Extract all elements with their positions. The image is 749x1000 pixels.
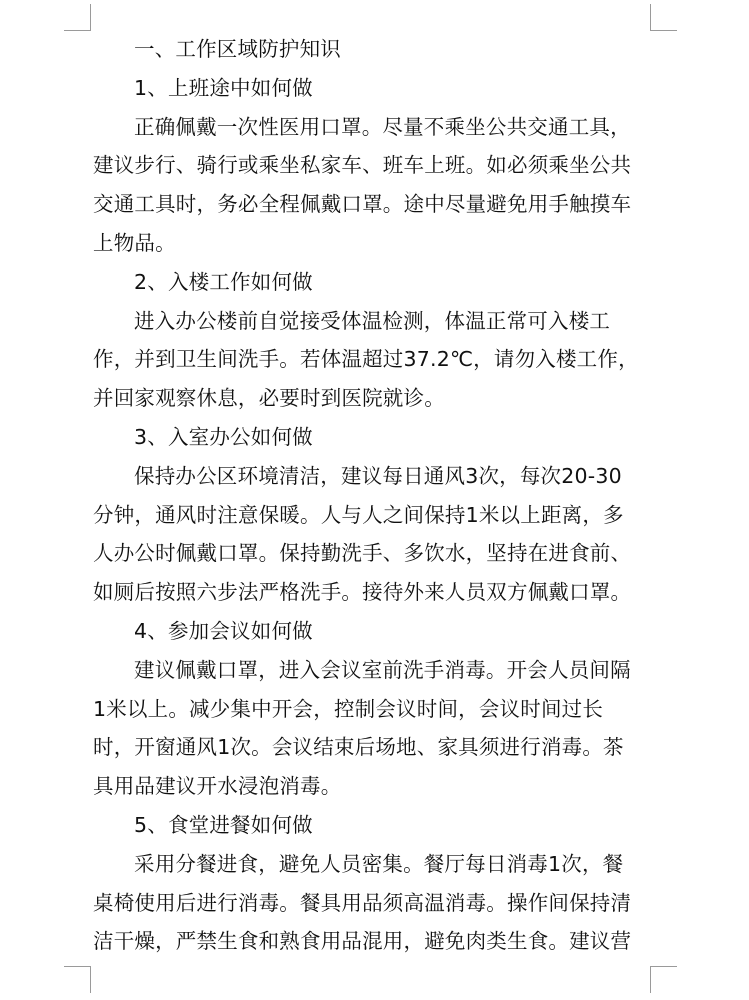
line: 建议佩戴口罩，进入会议室前洗手消毒。开会人员间隔 — [134, 657, 631, 682]
line: 并回家观察休息，必要时到医院就诊。 — [93, 386, 445, 411]
line: 2、入楼工作如何做 — [134, 269, 313, 294]
line: 分钟，通风时注意保暖。人与人之间保持1米以上距离，多 — [93, 502, 624, 527]
line: 人办公时佩戴口罩。保持勤洗手、多饮水，坚持在进食前、 — [93, 541, 632, 566]
line: 作，并到卫生间洗手。若体温超过37.2℃，请勿入楼工作， — [93, 347, 639, 372]
line: 正确佩戴一次性医用口罩。尽量不乘坐公共交通工具， — [134, 114, 631, 139]
line: 洁干燥，严禁生食和熟食用品混用，避免肉类生食。建议营 — [93, 929, 632, 954]
crop-mark-bottom-left — [64, 966, 91, 993]
line: 4、参加会议如何做 — [134, 618, 313, 643]
line: 交通工具时，务必全程佩戴口罩。途中尽量避免用手触摸车 — [93, 192, 632, 217]
line: 一、工作区域防护知识 — [134, 37, 341, 61]
crop-mark-top-left — [64, 4, 91, 31]
line: 1、上班途中如何做 — [134, 75, 313, 100]
crop-mark-bottom-right — [650, 966, 677, 993]
line: 如厕后按照六步法严格洗手。接待外来人员双方佩戴口罩。 — [93, 580, 632, 605]
line: 1米以上。减少集中开会，控制会议时间，会议时间过长 — [93, 696, 604, 721]
line: 上物品。 — [93, 230, 176, 255]
line: 建议步行、骑行或乘坐私家车、班车上班。如必须乘坐公共 — [93, 153, 632, 178]
document-page — [93, 30, 653, 961]
line: 保持办公区环境清洁，建议每日通风3次，每次20-30 — [134, 463, 622, 488]
crop-mark-top-right — [650, 4, 677, 31]
line: 进入办公楼前自觉接受体温检测，体温正常可入楼工 — [134, 308, 611, 333]
line: 桌椅使用后进行消毒。餐具用品须高温消毒。操作间保持清 — [93, 890, 632, 915]
line: 时，开窗通风1次。会议结束后场地、家具须进行消毒。茶 — [93, 735, 624, 760]
line: 3、入室办公如何做 — [134, 424, 313, 449]
line: 具用品建议开水浸泡消毒。 — [93, 774, 342, 799]
line: 5、食堂进餐如何做 — [134, 812, 313, 837]
line: 采用分餐进食，避免人员密集。餐厅每日消毒1次，餐 — [134, 851, 624, 876]
